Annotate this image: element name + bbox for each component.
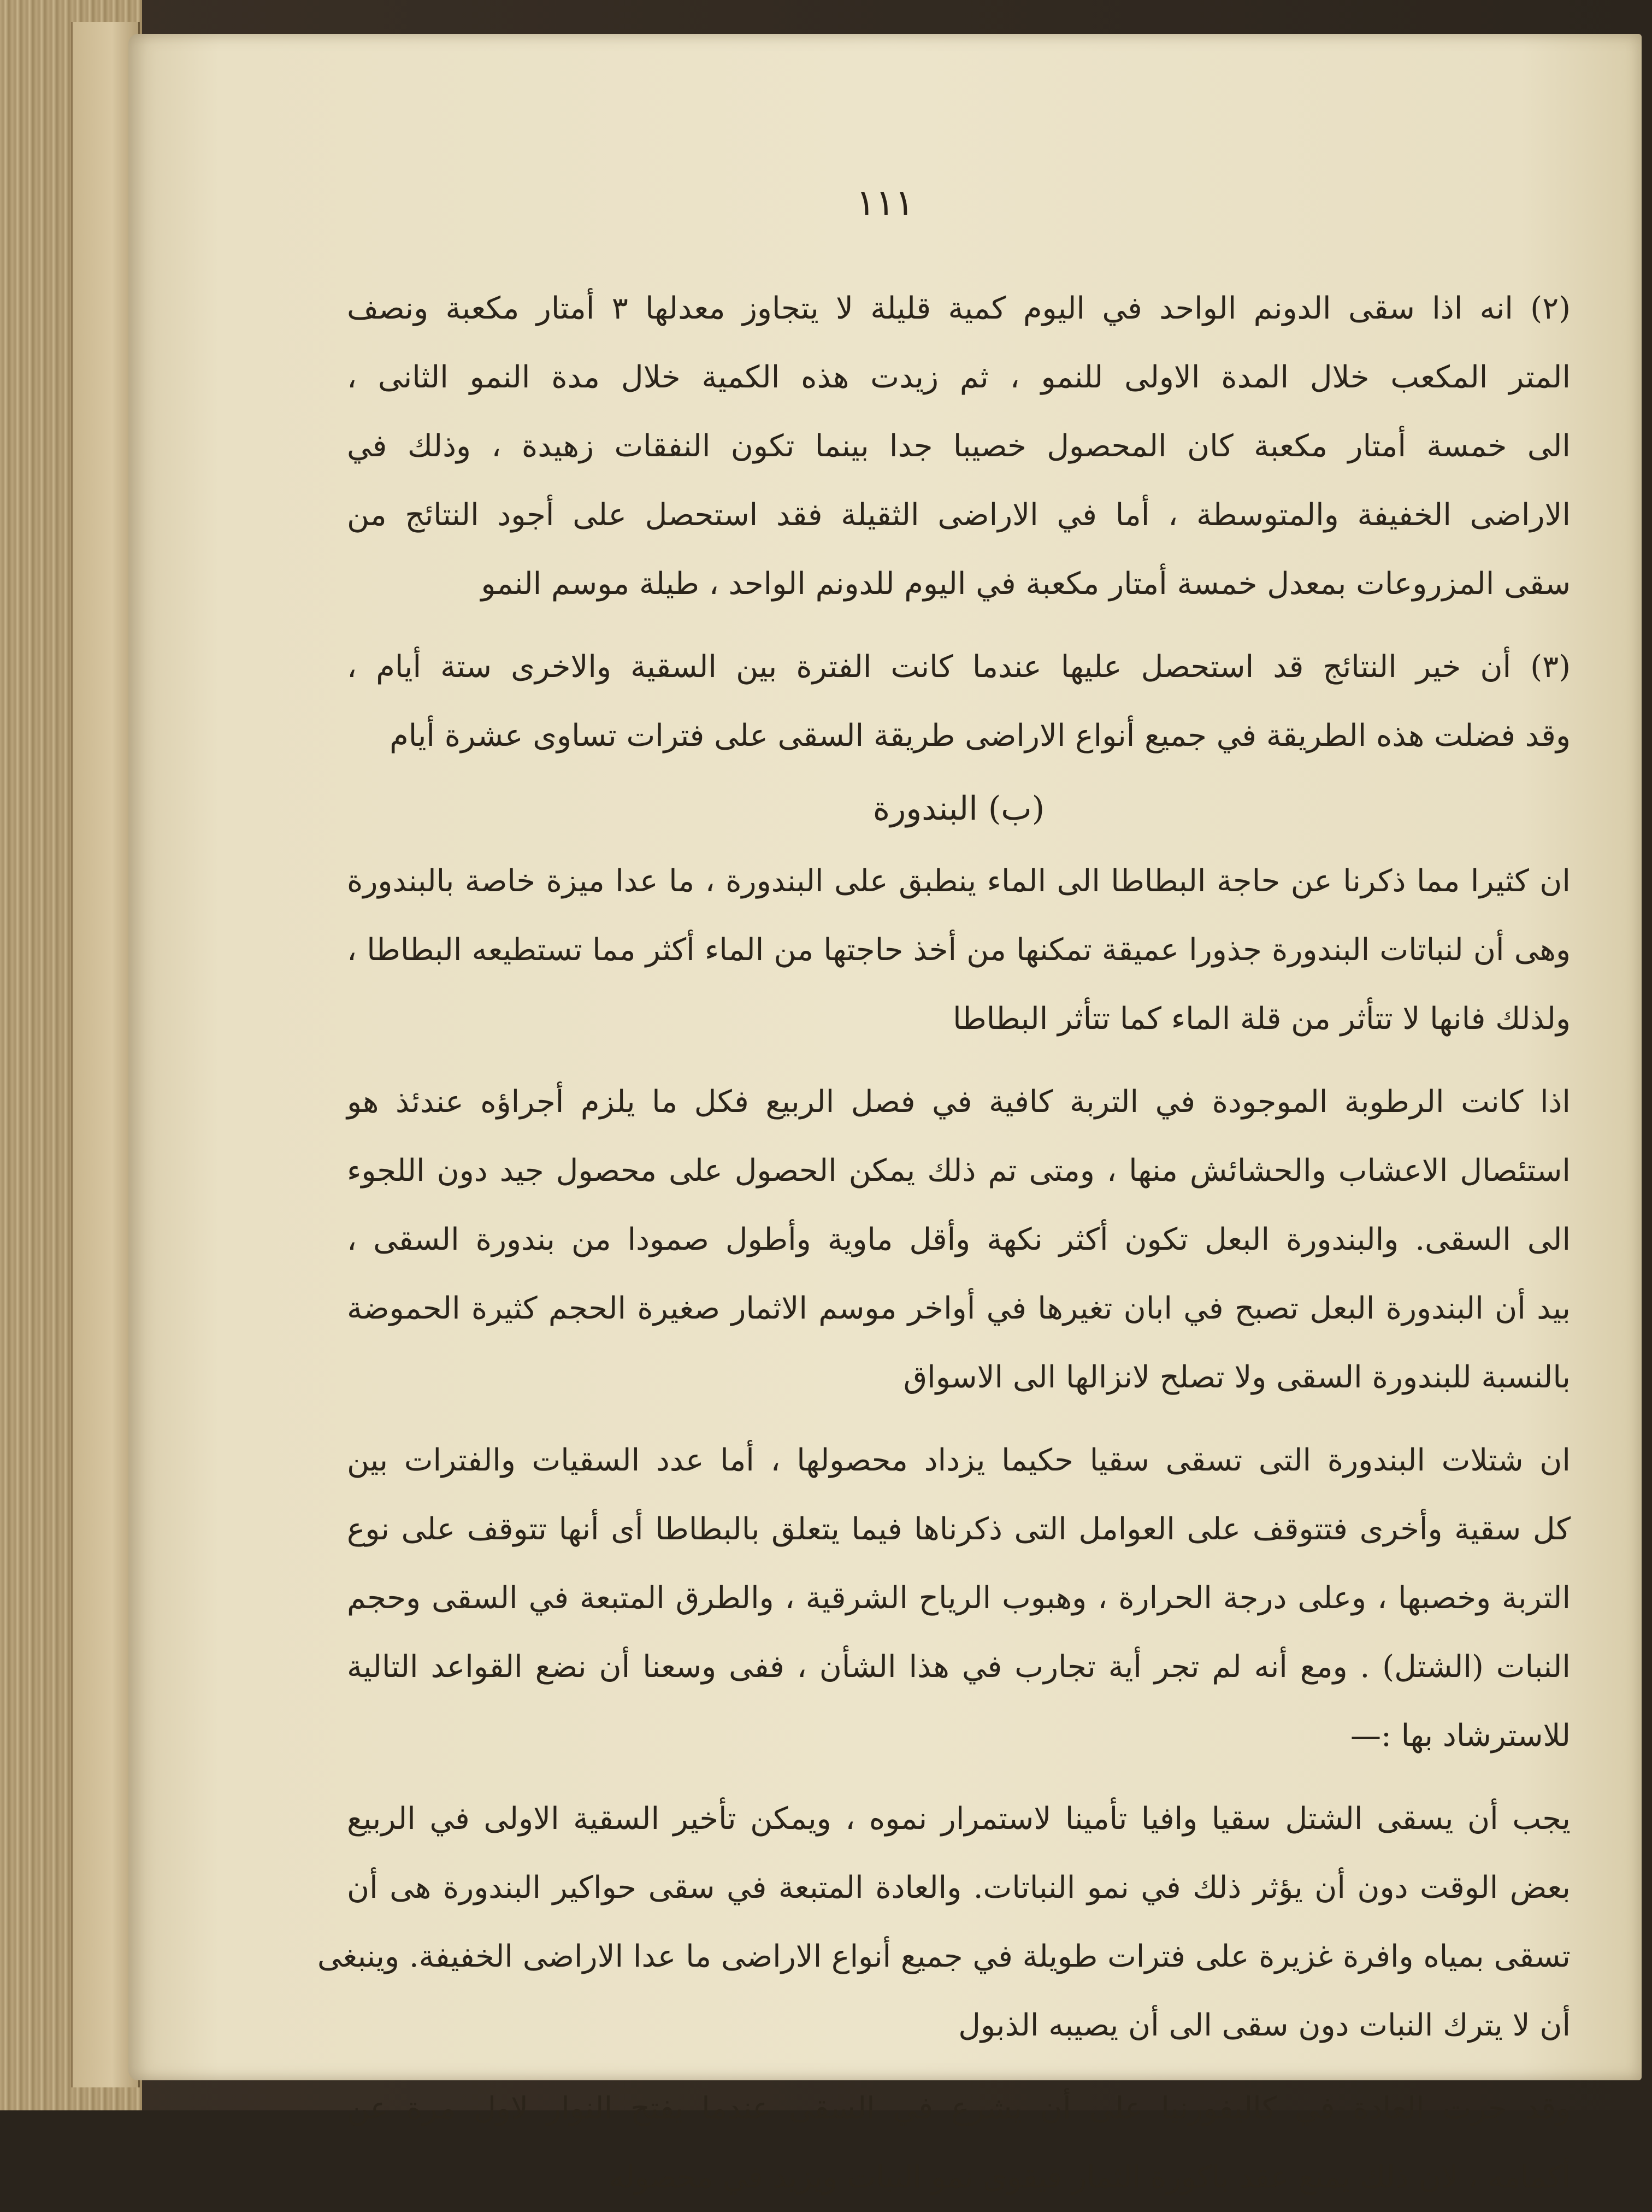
text-line: الى السقى. والبندورة البعل تكون أكثر نكهة وأقل ماوية وأطول صمودا من بندورة السقى ، [347,1222,1571,1257]
text-line: كل سقية وأخرى فتتوقف على العوامل التى ذكرناها فيما يتعلق بالبطاطا أى أنها تتوقف على نوع [347,1511,1571,1547]
text-line: أكمامه ، لان ذلك يمنع عقد باكورة الثمار فيقوى نمو النبات ويزيد في محصوله [609,2160,1571,2195]
text-line: سقى المزروعات بمعدل خمسة أمتار مكعبة في اليوم للدونم الواحد ، طيلة موسم النمو [481,566,1571,602]
text-line: المتر المكعب خلال المدة الاولى للنمو ، ثم زيدت هذه الكمية خلال مدة النمو الثانى ، [347,360,1571,395]
paragraph-item-2 [347,274,1571,619]
text-line: بيد أن البندورة البعل تصبح في ابان تغيرها في أواخر موسم الاثمار صغيرة الحجم كثيرة الحموضة [347,1291,1571,1326]
paragraph [347,2074,1571,2212]
text-line: تسقى بمياه وافرة غزيرة على فترات طويلة في جميع أنواع الاراضى ما عدا الاراضى الخفيفة. وينبغى [317,1939,1571,1974]
book-page [128,34,1642,2195]
section-subheading: (ب) البندورة [872,790,1045,828]
text-line: (٣) أن خير النتائج قد استحصل عليها عندما كانت الفترة بين السقية والاخرى ستة أيام ، [347,649,1571,685]
text-line: أن لا يترك النبات دون سقى الى أن يصيبه الذبول [958,2008,1571,2043]
text-line: وهى أن لنباتات البندورة جذورا عميقة تمكنها من أخذ حاجتها من الماء أكثر مما تستطيعه البطاطا ، [347,932,1571,968]
paragraph-item-3 [347,633,1571,770]
text-line: ان شتلات البندورة التى تسقى سقيا حكيما يزداد محصولها ، أما عدد السقيات والفترات بين [347,1443,1571,1478]
text-line: وقد جرت العادة في كاليفورنيا على أن يشرع في السقى عندما يفتح النوار لاول مرة عن [347,2091,1571,2126]
page-number: ١١١ [856,181,914,223]
paragraph [347,1068,1571,1412]
text-line: (٢) انه اذا سقى الدونم الواحد في اليوم كمية قليلة لا يتجاوز معدلها ٣ أمتار مكعبة ونصف [347,291,1571,326]
paragraph [317,1785,1571,2060]
text-line: بالنسبة للبندورة السقى ولا تصلح لانزالها الى الاسواق [903,1360,1571,1395]
text-line: للاسترشاد بها :— [1350,1718,1571,1754]
paragraph [347,1426,1571,1770]
text-line: ان كثيرا مما ذكرنا عن حاجة البطاطا الى الماء ينطبق على البندورة ، ما عدا ميزة خاصة بالبندورة [347,863,1571,899]
text-line: استئصال الاعشاب والحشائش منها ، ومتى تم ذلك يمكن الحصول على محصول جيد دون اللجوء [347,1153,1571,1189]
text-line: النبات (الشتل) . ومع أنه لم تجر أية تجارب في هذا الشأن ، ففى وسعنا أن نضع القواعد التالية [347,1649,1571,1685]
text-line: بعض الوقت دون أن يؤثر ذلك في نمو النباتات. والعادة المتبعة في سقى حواكير البندورة هى أن [347,1870,1571,1905]
book-page-edges [0,0,142,2110]
text-line: وقد فضلت هذه الطريقة في جميع أنواع الاراضى طريقة السقى على فترات تساوى عشرة أيام [390,718,1571,754]
text-line: يجب أن يسقى الشتل سقيا وافيا تأمينا لاستمرار نموه ، ويمكن تأخير السقية الاولى في الربيع [347,1801,1571,1837]
text-line: التربة وخصبها ، وعلى درجة الحرارة ، وهبوب الرياح الشرقية ، والطرق المتبعة في السقى وحجم [347,1580,1571,1616]
text-line: الاراضى الخفيفة والمتوسطة ، أما في الاراضى الثقيلة فقد استحصل على أجود النتائج من [347,497,1571,533]
text-line: ولذلك فانها لا تتأثر من قلة الماء كما تتأثر البطاطا [953,1001,1571,1037]
text-line: الى خمسة أمتار مكعبة كان المحصول خصيبا جدا بينما تكون النفقات زهيدة ، وذلك في [347,428,1571,464]
page-text [317,274,1571,2212]
text-line: اذا كانت الرطوبة الموجودة في التربة كافية في فصل الربيع فكل ما يلزم أجراؤه عندئذ هو [347,1084,1571,1120]
paragraph [347,847,1571,1054]
